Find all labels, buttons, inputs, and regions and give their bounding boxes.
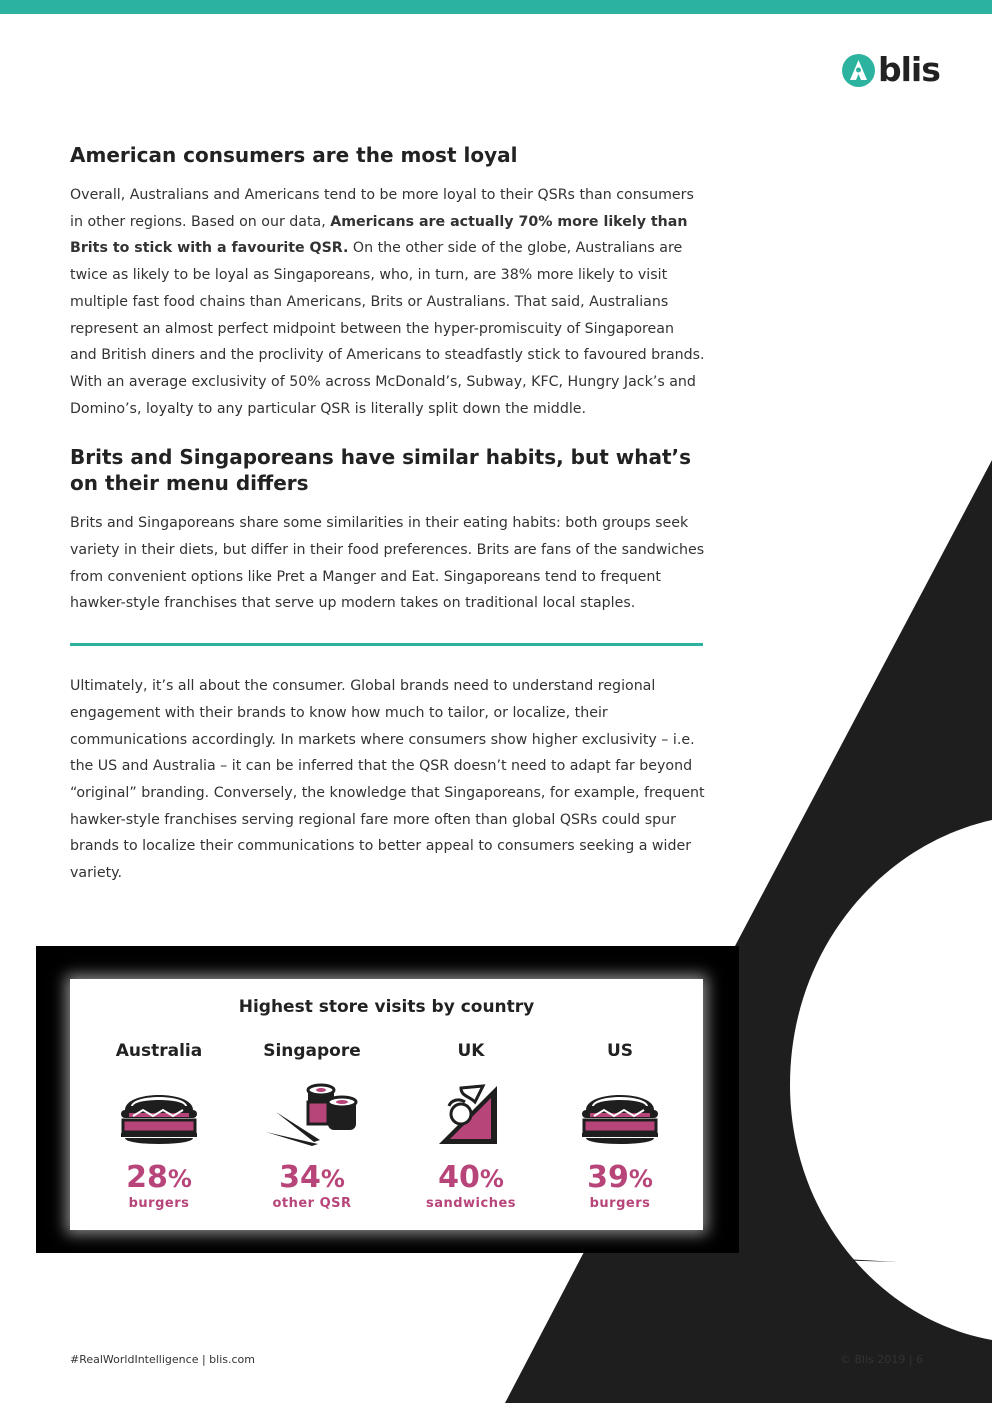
stat-percentage: 39%: [587, 1160, 653, 1195]
burger-icon: [545, 1079, 695, 1151]
blis-logo[interactable]: [842, 50, 940, 90]
sandwich-icon: [396, 1079, 546, 1151]
heading-brits-singaporeans: Brits and Singaporeans have similar habits, but what’s on their menu differs: [70, 445, 692, 496]
paragraph-brits-singaporeans: Brits and Singaporeans share some similarities in their eating habits: both groups seek variety in their diets, but differ in their food preferences. Brits are fans of the sandwiches from convenient options like Pret a Manger and Eat. Singaporeans tend to frequent hawker-style franchises that serve up modern takes on traditional local staples.: [70, 515, 705, 612]
logo-mark-icon: [842, 54, 875, 87]
logo-text: blis: [878, 50, 940, 89]
stat-percentage: 40%: [438, 1160, 504, 1195]
section-divider: [70, 643, 703, 646]
footer-page-info: © Blis 2019 | 6: [840, 1353, 924, 1366]
stat-percentage: 28%: [126, 1160, 192, 1195]
stat-label: sandwiches: [425, 1196, 517, 1211]
stat-label: burgers: [589, 1196, 651, 1211]
stat-australia: [84, 1041, 234, 1212]
stat-uk: [396, 1041, 546, 1212]
paragraph-consumer: Ultimately, it’s all about the consumer. Global brands need to understand regional engagement with their brands to know how much to tailor, or localize, their communications accordingly. In markets where consumers show higher exclusivity – i.e. the US and Australia – it can be inferred that the QSR doesn’t need to adapt far beyond “original” branding. Conversely, the knowledge that Singaporeans, for example, frequent hawker-style franchises serving regional fare more often than global QSRs could spur brands to localize their communications to better appeal to consumers seeking a wider variety.: [70, 678, 705, 882]
country-label: UK: [457, 1041, 485, 1061]
country-label: Singapore: [263, 1041, 361, 1061]
bold-highlight: Americans are actually 70% more likely than Brits to stick with a favourite QSR.: [70, 213, 688, 257]
country-label: US: [606, 1041, 634, 1061]
burger-icon: [84, 1079, 234, 1151]
main-content: [70, 142, 705, 887]
sushi-icon: [237, 1079, 387, 1151]
infobox-store-visits: [70, 979, 703, 1230]
stat-percentage: 34%: [279, 1160, 345, 1195]
heading-loyalty: American consumers are the most loyal: [70, 143, 518, 167]
infobox-title: Highest store visits by country: [238, 997, 535, 1017]
footer-hashtag-link[interactable]: #RealWorldIntelligence | blis.com: [70, 1353, 255, 1366]
stat-singapore: [237, 1041, 387, 1212]
stat-label: burgers: [128, 1196, 190, 1211]
country-label: Australia: [115, 1041, 203, 1061]
stat-label: other QSR: [272, 1196, 352, 1211]
paragraph-loyalty: Overall, Australians and Americans tend to be more loyal to their QSRs than consumers in other regions. Based on our data, Americans are actually 70% more likely than Brits to stick with a favourite QSR. On the other side of the globe, Australians are twice as likely to be loyal as Singaporeans, who, in turn, are 38% more likely to visit multiple fast food chains than Americans, Brits or Australians. That said, Australians represent an almost perfect midpoint between the hyper-promiscuity of Singaporean and British diners and the proclivity of Americans to steadfastly stick to favoured brands. With an average exclusivity of 50% across McDonald’s, Subway, KFC, Hungry Jack’s and Domino’s, loyalty to any particular QSR is literally split down the middle.: [70, 187, 705, 417]
stat-us: [545, 1041, 695, 1212]
